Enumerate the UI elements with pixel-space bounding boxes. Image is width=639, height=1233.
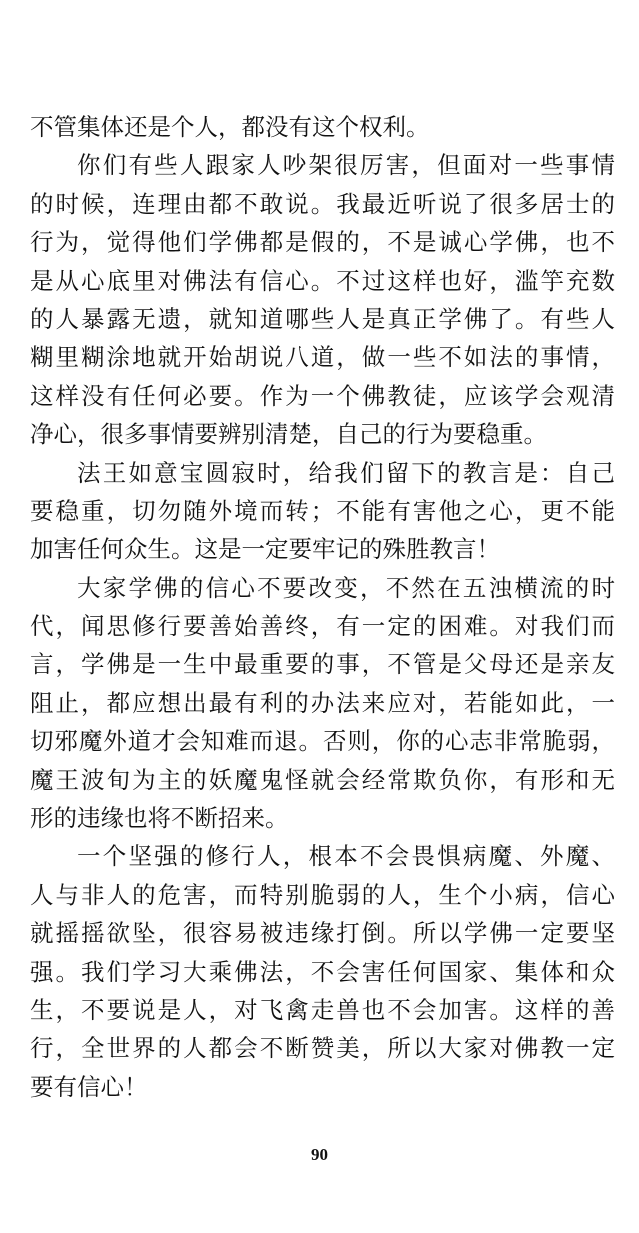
text-line: 是从心底里对佛法有信心。不过这样也好，滥竽充数 xyxy=(30,266,615,295)
text-line: 这样没有任何必要。作为一个佛教徒，应该学会观清 xyxy=(30,381,615,410)
text-line: 代，闻思修行要善始善终，有一定的困难。对我们而 xyxy=(30,612,615,641)
text-line: 的人暴露无遗，就知道哪些人是真正学佛了。有些人 xyxy=(30,304,615,333)
text-line: 要稳重，切勿随外境而转；不能有害他之心，更不能 xyxy=(30,496,615,525)
text-line: 行，全世界的人都会不断赞美，所以大家对佛教一定 xyxy=(30,1034,615,1063)
paragraph-first-line: 大家学佛的信心不要改变，不然在五浊横流的时 xyxy=(77,573,615,602)
page-number: 90 xyxy=(311,1145,328,1164)
text-line: 行为，觉得他们学佛都是假的，不是诚心学佛，也不 xyxy=(30,228,615,257)
text-line: 加害任何众生。这是一定要牢记的殊胜教言！ xyxy=(30,535,500,564)
text-line: 强。我们学习大乘佛法，不会害任何国家、集体和众 xyxy=(30,957,615,986)
text-line: 就摇摇欲坠，很容易被违缘打倒。所以学佛一定要坚 xyxy=(30,919,615,948)
text-line: 魔王波旬为主的妖魔鬼怪就会经常欺负你，有形和无 xyxy=(30,765,615,794)
text-line: 的时候，连理由都不敢说。我最近听说了很多居士的 xyxy=(30,189,615,218)
text-line: 人与非人的危害，而特别脆弱的人，生个小病，信心 xyxy=(30,880,615,909)
text-line: 言，学佛是一生中最重要的事，不管是父母还是亲友 xyxy=(30,650,615,679)
body-text xyxy=(30,108,615,1106)
text-line: 阻止，都应想出最有利的办法来应对，若能如此，一 xyxy=(30,688,615,717)
text-line: 形的违缘也将不断招来。 xyxy=(30,804,289,833)
paragraph-first-line: 你们有些人跟家人吵架很厉害，但面对一些事情 xyxy=(77,151,615,180)
paragraph-first-line: 一个坚强的修行人，根本不会畏惧病魔、外魔、 xyxy=(77,842,615,871)
text-line: 糊里糊涂地就开始胡说八道，做一些不如法的事情， xyxy=(30,343,615,372)
text-line: 净心，很多事情要辨别清楚，自己的行为要稳重。 xyxy=(30,420,547,449)
paragraph-first-line: 法王如意宝圆寂时，给我们留下的教言是：自己 xyxy=(77,458,615,487)
text-line: 切邪魔外道才会知难而退。否则，你的心志非常脆弱， xyxy=(30,727,615,756)
text-line: 不管集体还是个人，都没有这个权利。 xyxy=(30,113,430,141)
text-line: 生，不要说是人，对飞禽走兽也不会加害。这样的善 xyxy=(30,995,615,1024)
text-line: 要有信心！ xyxy=(30,1072,148,1101)
